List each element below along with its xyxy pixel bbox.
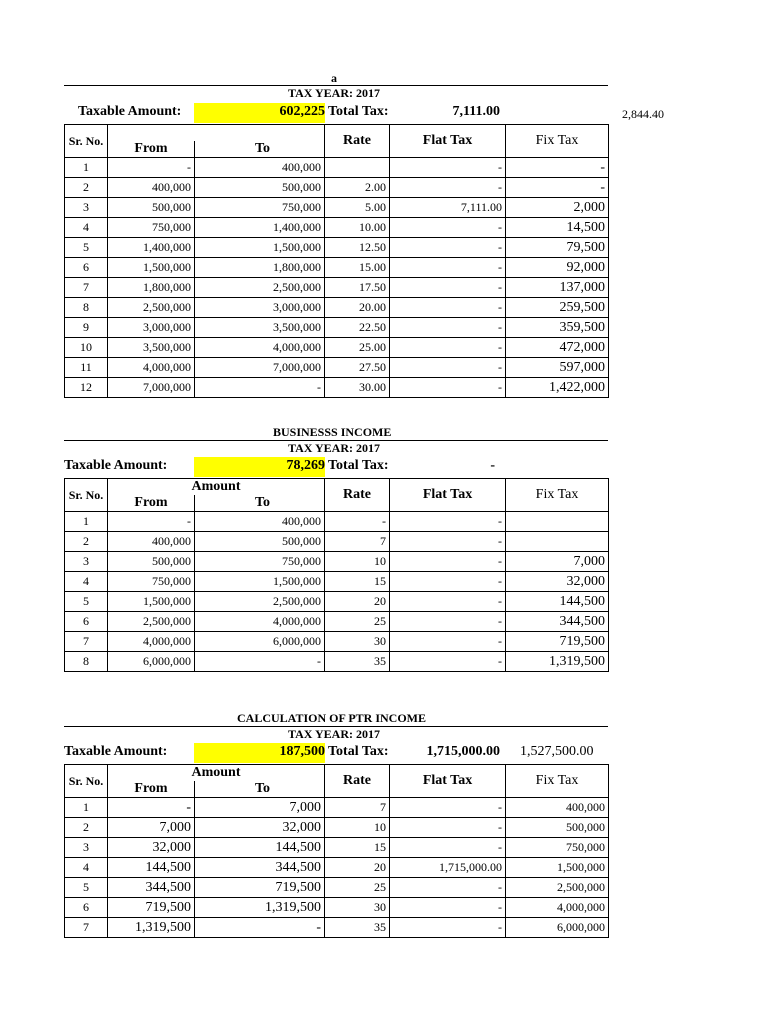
table-row — [65, 278, 609, 298]
cell-rate: 10 — [325, 552, 390, 572]
header-amount: Amount — [108, 479, 325, 496]
cell-rate: 10.00 — [325, 218, 390, 238]
cell-to: 32,000 — [195, 818, 325, 838]
section1-side-value: 2,844.40 — [622, 107, 664, 121]
section1-taxable-value: 602,225 — [279, 104, 325, 119]
cell-from: 719,500 — [108, 898, 195, 918]
section3-total-label: Total Tax: — [328, 744, 389, 759]
cell-to: 4,000,000 — [195, 338, 325, 358]
header-from: From — [108, 781, 195, 798]
cell-to: 144,500 — [195, 838, 325, 858]
section2-tax-table — [64, 478, 609, 672]
cell-rate: 35 — [325, 918, 390, 938]
cell-sr-no: 7 — [65, 278, 108, 298]
cell-flat-tax: - — [390, 318, 506, 338]
cell-to: 500,000 — [195, 178, 325, 198]
section3-taxable-value: 187,500 — [279, 744, 325, 759]
cell-sr-no: 5 — [65, 878, 108, 898]
cell-to: 400,000 — [195, 512, 325, 532]
cell-fix-tax: 79,500 — [506, 238, 609, 258]
header-rate: Rate — [325, 125, 390, 158]
cell-rate: 30 — [325, 632, 390, 652]
cell-flat-tax: - — [390, 878, 506, 898]
cell-to: 719,500 — [195, 878, 325, 898]
cell-to: 1,500,000 — [195, 238, 325, 258]
cell-fix-tax: 2,500,000 — [506, 878, 609, 898]
cell-flat-tax: - — [390, 218, 506, 238]
cell-flat-tax: - — [390, 358, 506, 378]
cell-fix-tax: 359,500 — [506, 318, 609, 338]
cell-sr-no: 4 — [65, 218, 108, 238]
cell-rate: 5.00 — [325, 198, 390, 218]
cell-rate: 15 — [325, 838, 390, 858]
cell-from: 4,000,000 — [108, 632, 195, 652]
section2-total-value: - — [490, 458, 495, 473]
cell-sr-no: 8 — [65, 652, 108, 672]
cell-to: 1,400,000 — [195, 218, 325, 238]
cell-fix-tax: 137,000 — [506, 278, 609, 298]
header-sr: Sr. No. — [65, 479, 108, 512]
section3-title: CALCULATION OF PTR INCOME — [237, 711, 427, 725]
table-row — [65, 858, 609, 878]
cell-from: 7,000,000 — [108, 378, 195, 398]
cell-flat-tax: - — [390, 918, 506, 938]
cell-fix-tax: 1,319,500 — [506, 652, 609, 672]
table-row — [65, 572, 609, 592]
table-row — [65, 338, 609, 358]
table-row — [65, 592, 609, 612]
cell-fix-tax: 2,000 — [506, 198, 609, 218]
section3-total-value: 1,715,000.00 — [426, 744, 500, 759]
cell-rate: 20 — [325, 858, 390, 878]
cell-sr-no: 5 — [65, 238, 108, 258]
header-to: To — [195, 141, 325, 158]
header-to: To — [195, 781, 325, 798]
table-row — [65, 652, 609, 672]
cell-flat-tax: - — [390, 652, 506, 672]
cell-flat-tax: - — [390, 798, 506, 818]
header-amount: Amount — [108, 765, 325, 782]
cell-sr-no: 3 — [65, 198, 108, 218]
cell-from: 500,000 — [108, 552, 195, 572]
cell-sr-no: 2 — [65, 532, 108, 552]
header-fix: Fix Tax — [506, 479, 609, 512]
cell-sr-no: 10 — [65, 338, 108, 358]
cell-sr-no: 3 — [65, 552, 108, 572]
cell-to: 400,000 — [195, 158, 325, 178]
header-from: From — [108, 495, 195, 512]
cell-from: 400,000 — [108, 178, 195, 198]
cell-to: 3,500,000 — [195, 318, 325, 338]
section1-tax-table — [64, 124, 609, 398]
cell-from: 1,319,500 — [108, 918, 195, 938]
cell-flat-tax: - — [390, 632, 506, 652]
header-rate: Rate — [325, 479, 390, 512]
cell-to: 750,000 — [195, 552, 325, 572]
cell-rate: 17.50 — [325, 278, 390, 298]
cell-from: 1,400,000 — [108, 238, 195, 258]
cell-rate: 15.00 — [325, 258, 390, 278]
cell-from: 7,000 — [108, 818, 195, 838]
cell-from: - — [108, 512, 195, 532]
cell-sr-no: 2 — [65, 818, 108, 838]
cell-fix-tax: 1,500,000 — [506, 858, 609, 878]
cell-from: 344,500 — [108, 878, 195, 898]
cell-rate: 7 — [325, 532, 390, 552]
table-row — [65, 898, 609, 918]
section2-title: BUSINESSS INCOME — [273, 425, 392, 439]
cell-flat-tax: - — [390, 278, 506, 298]
cell-sr-no: 7 — [65, 632, 108, 652]
header-fix: Fix Tax — [506, 765, 609, 798]
header-fix: Fix Tax — [506, 125, 609, 158]
cell-flat-tax: - — [390, 178, 506, 198]
section3-taxable-label: Taxable Amount: — [64, 744, 168, 759]
cell-from: 32,000 — [108, 838, 195, 858]
cell-flat-tax: - — [390, 158, 506, 178]
table-row — [65, 258, 609, 278]
cell-flat-tax: - — [390, 238, 506, 258]
cell-rate: 25 — [325, 612, 390, 632]
cell-fix-tax: 32,000 — [506, 572, 609, 592]
table-row — [65, 532, 609, 552]
table-row — [65, 552, 609, 572]
cell-fix-tax: - — [506, 158, 609, 178]
cell-sr-no: 4 — [65, 858, 108, 878]
cell-from: 1,500,000 — [108, 592, 195, 612]
cell-rate: - — [325, 512, 390, 532]
cell-to: 500,000 — [195, 532, 325, 552]
cell-rate: 22.50 — [325, 318, 390, 338]
cell-to: 2,500,000 — [195, 592, 325, 612]
cell-flat-tax: - — [390, 532, 506, 552]
cell-from: 4,000,000 — [108, 358, 195, 378]
cell-from: 400,000 — [108, 532, 195, 552]
cell-rate: 20.00 — [325, 298, 390, 318]
cell-from: 3,500,000 — [108, 338, 195, 358]
cell-to: 7,000,000 — [195, 358, 325, 378]
cell-fix-tax — [506, 512, 609, 532]
cell-rate: 15 — [325, 572, 390, 592]
cell-flat-tax: 1,715,000.00 — [390, 858, 506, 878]
cell-sr-no: 6 — [65, 612, 108, 632]
cell-fix-tax: 14,500 — [506, 218, 609, 238]
cell-fix-tax: - — [506, 178, 609, 198]
table-row — [65, 318, 609, 338]
cell-to: 1,319,500 — [195, 898, 325, 918]
cell-sr-no: 9 — [65, 318, 108, 338]
table-row — [65, 158, 609, 178]
cell-sr-no: 8 — [65, 298, 108, 318]
header-to: To — [195, 495, 325, 512]
cell-fix-tax: 92,000 — [506, 258, 609, 278]
table-row — [65, 378, 609, 398]
header-rate: Rate — [325, 765, 390, 798]
cell-sr-no: 6 — [65, 898, 108, 918]
cell-rate: 35 — [325, 652, 390, 672]
header-sr: Sr. No. — [65, 765, 108, 798]
cell-from: 1,500,000 — [108, 258, 195, 278]
cell-rate: 7 — [325, 798, 390, 818]
table-row — [65, 878, 609, 898]
section1-total-label: Total Tax: — [328, 104, 389, 119]
cell-from: - — [108, 798, 195, 818]
cell-to: - — [195, 918, 325, 938]
cell-from: 750,000 — [108, 572, 195, 592]
cell-from: - — [108, 158, 195, 178]
cell-fix-tax: 344,500 — [506, 612, 609, 632]
table-row — [65, 918, 609, 938]
cell-flat-tax: - — [390, 552, 506, 572]
cell-fix-tax: 6,000,000 — [506, 918, 609, 938]
cell-flat-tax: 7,111.00 — [390, 198, 506, 218]
cell-rate — [325, 158, 390, 178]
cell-flat-tax: - — [390, 512, 506, 532]
cell-sr-no: 1 — [65, 798, 108, 818]
cell-flat-tax: - — [390, 378, 506, 398]
cell-from: 750,000 — [108, 218, 195, 238]
cell-sr-no: 12 — [65, 378, 108, 398]
cell-sr-no: 3 — [65, 838, 108, 858]
section2-tax-year: TAX YEAR: 2017 — [288, 441, 380, 455]
cell-sr-no: 1 — [65, 158, 108, 178]
cell-flat-tax: - — [390, 898, 506, 918]
cell-rate: 30.00 — [325, 378, 390, 398]
section2-taxable-value: 78,269 — [286, 458, 325, 473]
header-flat: Flat Tax — [390, 479, 506, 512]
table-row — [65, 838, 609, 858]
cell-to: 3,000,000 — [195, 298, 325, 318]
cell-from: 1,800,000 — [108, 278, 195, 298]
section3-tax-year: TAX YEAR: 2017 — [288, 727, 380, 741]
table-row — [65, 218, 609, 238]
table-row — [65, 298, 609, 318]
cell-fix-tax: 500,000 — [506, 818, 609, 838]
cell-to: - — [195, 378, 325, 398]
table-row — [65, 512, 609, 532]
header-sr: Sr. No. — [65, 125, 108, 158]
cell-rate: 12.50 — [325, 238, 390, 258]
cell-rate: 25 — [325, 878, 390, 898]
section2-total-label: Total Tax: — [328, 458, 389, 473]
cell-fix-tax: 472,000 — [506, 338, 609, 358]
cell-fix-tax: 1,422,000 — [506, 378, 609, 398]
table-row — [65, 238, 609, 258]
section1-total-value: 7,111.00 — [452, 104, 500, 119]
cell-flat-tax: - — [390, 258, 506, 278]
table-row — [65, 632, 609, 652]
header-from: From — [108, 141, 195, 158]
cell-to: 6,000,000 — [195, 632, 325, 652]
cell-fix-tax — [506, 532, 609, 552]
cell-sr-no: 6 — [65, 258, 108, 278]
cell-to: 7,000 — [195, 798, 325, 818]
table-row — [65, 818, 609, 838]
cell-sr-no: 7 — [65, 918, 108, 938]
section1-mark: a — [331, 71, 337, 85]
cell-rate: 2.00 — [325, 178, 390, 198]
header-flat: Flat Tax — [390, 125, 506, 158]
table-row — [65, 798, 609, 818]
cell-fix-tax: 259,500 — [506, 298, 609, 318]
cell-flat-tax: - — [390, 572, 506, 592]
section1-tax-year: TAX YEAR: 2017 — [288, 86, 380, 100]
cell-sr-no: 1 — [65, 512, 108, 532]
cell-rate: 25.00 — [325, 338, 390, 358]
cell-flat-tax: - — [390, 612, 506, 632]
cell-fix-tax: 597,000 — [506, 358, 609, 378]
section2-taxable-label: Taxable Amount: — [64, 458, 168, 473]
cell-fix-tax: 144,500 — [506, 592, 609, 612]
cell-to: 1,500,000 — [195, 572, 325, 592]
cell-rate: 30 — [325, 898, 390, 918]
cell-fix-tax: 719,500 — [506, 632, 609, 652]
cell-sr-no: 2 — [65, 178, 108, 198]
cell-flat-tax: - — [390, 338, 506, 358]
cell-to: 750,000 — [195, 198, 325, 218]
cell-to: - — [195, 652, 325, 672]
cell-sr-no: 11 — [65, 358, 108, 378]
section3-side-value: 1,527,500.00 — [520, 744, 594, 759]
table-row — [65, 612, 609, 632]
cell-fix-tax: 7,000 — [506, 552, 609, 572]
cell-flat-tax: - — [390, 592, 506, 612]
cell-rate: 20 — [325, 592, 390, 612]
section3-tax-table — [64, 764, 609, 938]
cell-from: 3,000,000 — [108, 318, 195, 338]
cell-from: 2,500,000 — [108, 298, 195, 318]
cell-from: 6,000,000 — [108, 652, 195, 672]
cell-fix-tax: 4,000,000 — [506, 898, 609, 918]
table-row — [65, 358, 609, 378]
cell-sr-no: 4 — [65, 572, 108, 592]
cell-to: 1,800,000 — [195, 258, 325, 278]
cell-fix-tax: 400,000 — [506, 798, 609, 818]
cell-from: 144,500 — [108, 858, 195, 878]
cell-flat-tax: - — [390, 818, 506, 838]
table-row — [65, 198, 609, 218]
header-amount — [108, 125, 325, 142]
table-row — [65, 178, 609, 198]
cell-to: 4,000,000 — [195, 612, 325, 632]
cell-flat-tax: - — [390, 298, 506, 318]
cell-rate: 27.50 — [325, 358, 390, 378]
cell-to: 2,500,000 — [195, 278, 325, 298]
cell-flat-tax: - — [390, 838, 506, 858]
cell-from: 2,500,000 — [108, 612, 195, 632]
cell-to: 344,500 — [195, 858, 325, 878]
header-flat: Flat Tax — [390, 765, 506, 798]
cell-sr-no: 5 — [65, 592, 108, 612]
cell-from: 500,000 — [108, 198, 195, 218]
cell-fix-tax: 750,000 — [506, 838, 609, 858]
cell-rate: 10 — [325, 818, 390, 838]
section1-taxable-label: Taxable Amount: — [78, 104, 182, 119]
